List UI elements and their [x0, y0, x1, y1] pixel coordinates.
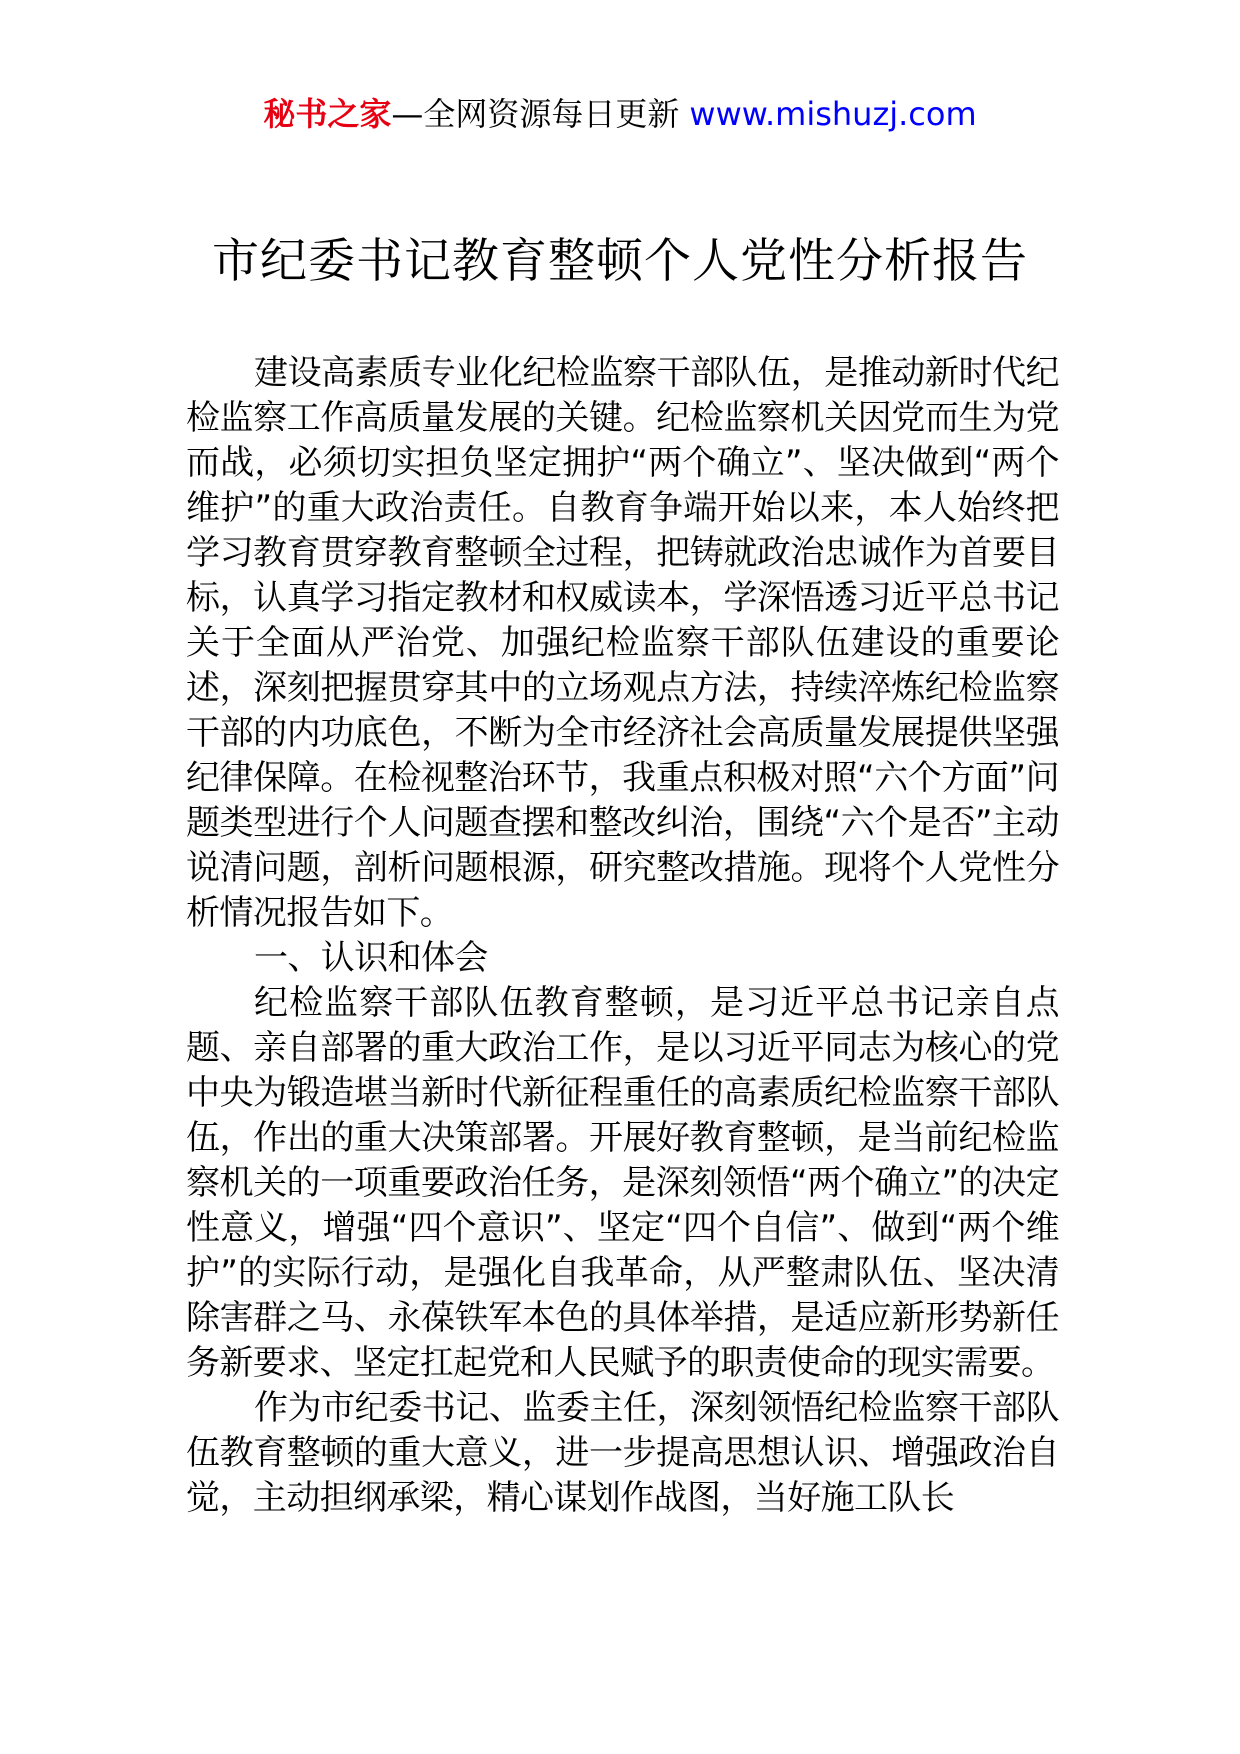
banner-dash: —	[391, 95, 424, 133]
brand-name: 秘书之家	[263, 95, 392, 133]
banner-slogan: 全网资源每日更新	[423, 95, 680, 133]
site-banner	[0, 92, 1240, 136]
site-url-link[interactable]: www.mishuzj.com	[689, 95, 977, 133]
document-body	[186, 351, 1059, 1521]
intro-paragraph: 建设高素质专业化纪检监察干部队伍，是推动新时代纪检监察工作高质量发展的关键。纪检监察机关因党而生为党而战，必须切实担负坚定拥护“两个确立”、坚决做到“两个维护”的重大政治责任。自教育争端开始以来，本人始终把学习教育贯穿教育整顿全过程，把铸就政治忠诚作为首要目标，认真学习指定教材和权威读本，学深悟透习近平总书记关于全面从严治党、加强纪检监察干部队伍建设的重要论述，深刻把握贯穿其中的立场观点方法，持续淬炼纪检监察干部的内功底色，不断为全市经济社会高质量发展提供坚强纪律保障。在检视整治环节，我重点积极对照“六个方面”问题类型进行个人问题查摆和整改纠治，围绕“六个是否”主动说清问题，剖析问题根源，研究整改措施。现将个人党性分析情况报告如下。	[186, 353, 1059, 933]
document-title: 市纪委书记教育整顿个人党性分析报告	[212, 234, 1028, 289]
section-heading: 一、认识和体会	[254, 938, 488, 978]
section-paragraph: 纪检监察干部队伍教育整顿，是习近平总书记亲自点题、亲自部署的重大政治工作，是以习近平同志为核心的党中央为锻造堪当新时代新征程重任的高素质纪检监察干部队伍，作出的重大决策部署。开展好教育整顿，是当前纪检监察机关的一项重要政治任务，是深刻领悟“两个确立”的决定性意义，增强“四个意识”、坚定“四个自信”、做到“两个维护”的实际行动，是强化自我革命，从严整肃队伍、坚决清除害群之马、永葆铁军本色的具体举措，是适应新形势新任务新要求、坚定扛起党和人民赋予的职责使命的现实需要。	[186, 983, 1059, 1383]
section-paragraph: 作为市纪委书记、监委主任，深刻领悟纪检监察干部队伍教育整顿的重大意义，进一步提高思想认识、增强政治自觉，主动担纲承梁，精心谋划作战图，当好施工队长	[186, 1388, 1059, 1518]
